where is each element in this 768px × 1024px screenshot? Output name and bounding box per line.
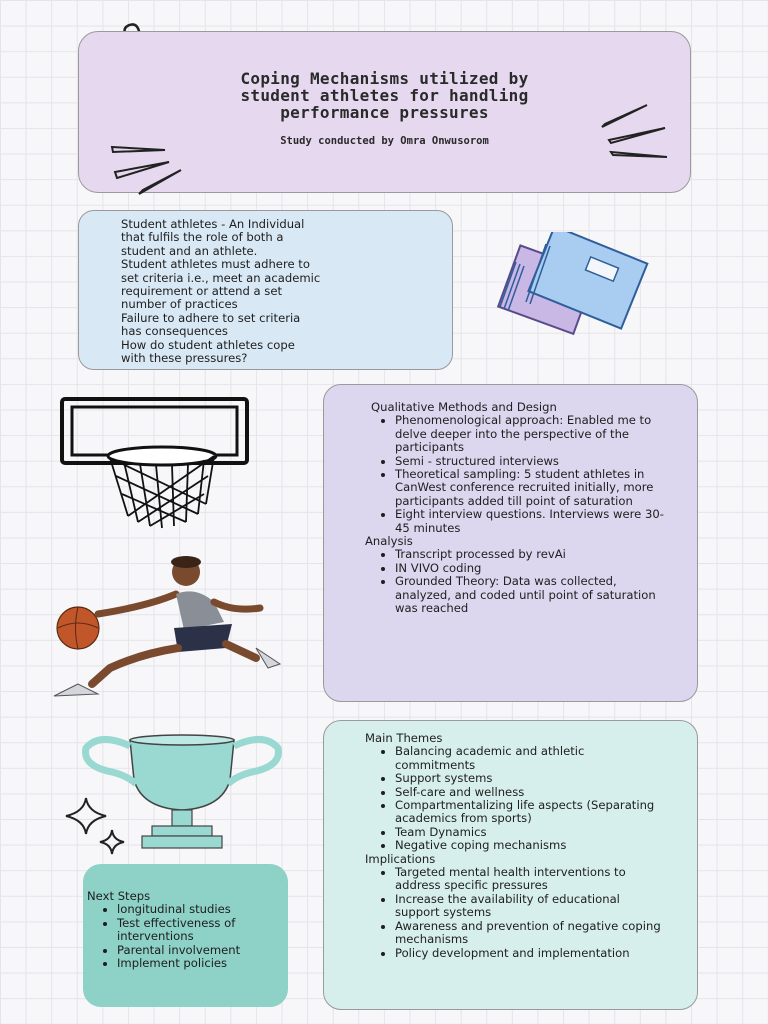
list-item: • Support systems xyxy=(395,772,665,785)
basketball-hoop-icon xyxy=(58,396,253,532)
poster-subtitle: Study conducted by Omra Onwusorom xyxy=(280,135,489,147)
notebook-icon xyxy=(486,232,681,344)
intro-card xyxy=(78,210,453,370)
list-item: • Increase the availability of educational support systems xyxy=(395,893,665,920)
list-item: • IN VIVO coding xyxy=(395,562,665,575)
themes-list xyxy=(365,745,665,852)
next-steps-card xyxy=(83,864,288,1007)
intro-line: that fulfils the role of both a xyxy=(121,230,284,245)
methods-list xyxy=(365,414,665,535)
intro-line: Student athletes must adhere to xyxy=(121,257,310,272)
list-item: • Negative coping mechanisms xyxy=(395,839,665,852)
intro-line: Failure to adhere to set criteria xyxy=(121,310,301,325)
themes-section xyxy=(365,732,665,960)
next-steps-list xyxy=(87,903,287,970)
next-steps-section xyxy=(87,890,287,970)
intro-line: Student athletes - An Individual xyxy=(121,217,305,231)
methods-heading: Qualitative Methods and Design xyxy=(371,400,557,414)
list-item: • Policy development and implementation xyxy=(395,947,665,960)
next-steps-heading: Next Steps xyxy=(87,889,151,903)
sparkle-icon xyxy=(62,796,132,858)
intro-line: with these pressures? xyxy=(121,351,248,366)
accent-strokes-left xyxy=(107,142,187,197)
themes-heading: Main Themes xyxy=(365,731,443,745)
basketball-player-icon xyxy=(48,556,288,711)
intro-line: requirement or attend a set xyxy=(121,284,282,299)
list-item: • Semi - structured interviews xyxy=(395,455,665,468)
list-item: • Targeted mental health interventions to address specific pressures xyxy=(395,866,665,893)
methods-card xyxy=(323,384,698,702)
list-item: • Implement policies xyxy=(117,957,287,970)
title-card xyxy=(78,31,691,193)
intro-text xyxy=(121,218,441,365)
list-item: • Phenomenological approach: Enabled me to delve deeper into the perspective of the participants xyxy=(395,414,665,454)
intro-line: student and an athlete. xyxy=(121,243,258,258)
intro-line: has consequences xyxy=(121,324,228,339)
intro-line: set criteria i.e., meet an academic xyxy=(121,270,321,285)
analysis-heading: Analysis xyxy=(365,534,413,549)
themes-card xyxy=(323,720,698,1010)
list-item: • Balancing academic and athletic commitments xyxy=(395,745,665,772)
implications-list xyxy=(365,866,665,960)
poster-title: Coping Mechanisms utilized by student athletes for handling performance pressures xyxy=(240,69,529,122)
list-item: • Test effectiveness of interventions xyxy=(117,917,287,944)
list-item: • Compartmentalizing life aspects (Separating academics from sports) xyxy=(395,799,665,826)
list-item: • Transcript processed by revAi xyxy=(395,548,665,561)
methods-section xyxy=(365,401,665,616)
analysis-list xyxy=(365,548,665,615)
list-item: • Self-care and wellness xyxy=(395,786,665,799)
list-item: • Grounded Theory: Data was collected, analyzed, and coded until point of saturation was reached xyxy=(395,575,665,615)
list-item: • Team Dynamics xyxy=(395,826,665,839)
list-item: • Eight interview questions. Interviews were 30-45 minutes xyxy=(395,508,665,535)
intro-line: How do student athletes cope xyxy=(121,337,295,352)
intro-line: number of practices xyxy=(121,297,238,312)
list-item: • longitudinal studies xyxy=(117,903,287,916)
implications-heading: Implications xyxy=(365,851,436,866)
list-item: • Parental involvement xyxy=(117,944,287,957)
accent-strokes-right xyxy=(599,102,679,162)
list-item: • Theoretical sampling: 5 student athletes in CanWest conference recruited initially, more participants added till point of saturation xyxy=(395,468,665,508)
list-item: • Awareness and prevention of negative coping mechanisms xyxy=(395,920,665,947)
